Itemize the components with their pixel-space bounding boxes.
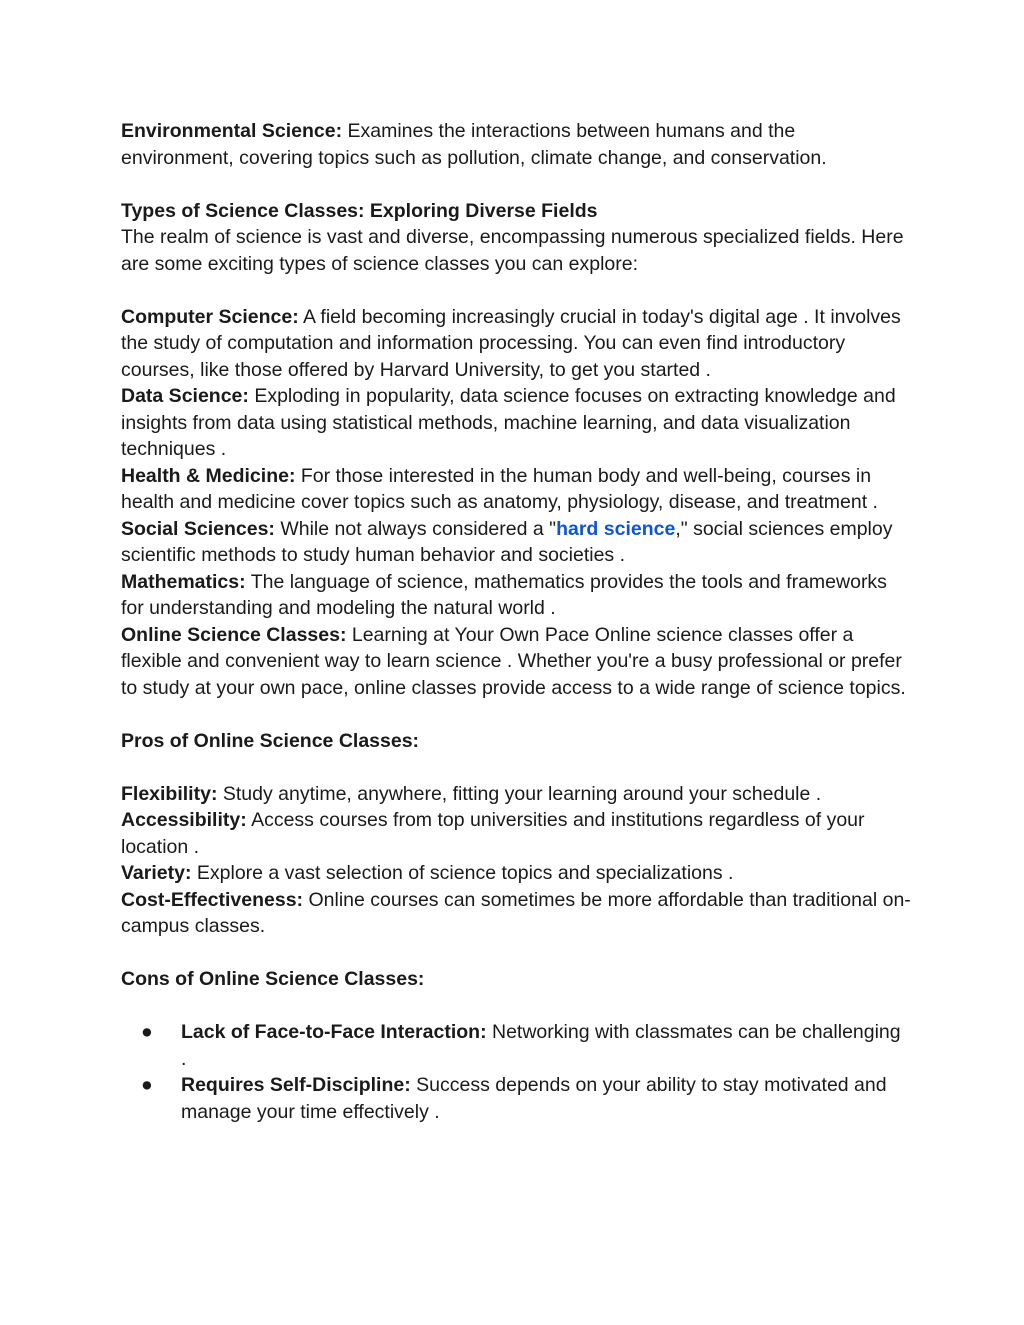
accessibility-paragraph: Accessibility: Access courses from top universities and institutions regardless of your location . (121, 809, 865, 858)
types-heading: Types of Science Classes: Exploring Diverse Fields (121, 199, 598, 222)
environmental-label: Environmental Science: (121, 120, 343, 142)
mathematics-label: Mathematics: (121, 570, 246, 593)
cons-heading: Cons of Online Science Classes: (121, 968, 425, 990)
list-item: ● Lack of Face-to-Face Interaction: Networking with classmates can be challenging . (141, 1021, 901, 1070)
cost-effectiveness-label: Cost-Effectiveness: (121, 888, 304, 911)
social-sciences-paragraph: Social Sciences: While not always considered a "hard science," social sciences employ scientific methods to study human behavior and societies . (121, 517, 893, 566)
bullet-icon: ● (141, 1021, 153, 1043)
online-classes-paragraph: Online Science Classes: Learning at Your Own Pace Online science classes offer a flexible and convenient way to learn science . Whether you're a busy professional or prefer to study at your own pace, online classes provide access to a wide range of science topics. (121, 623, 906, 699)
health-medicine-label: Health & Medicine: (121, 464, 296, 487)
cost-effectiveness-paragraph: Cost-Effectiveness: Online courses can sometimes be more affordable than traditional on-campus classes. (121, 888, 911, 937)
pros-heading: Pros of Online Science Classes: (121, 729, 420, 752)
environmental-text: Examines the interactions between humans and the environment, covering topics such as pollution, climate change, and conservation. (121, 120, 827, 169)
computer-science-label: Computer Science: (121, 305, 299, 328)
variety-label: Variety: (121, 862, 192, 884)
hard-science-link[interactable]: hard science (556, 517, 676, 540)
data-science-label: Data Science: (121, 385, 249, 407)
computer-science-paragraph: Computer Science: A field becoming increasingly crucial in today's digital age . It involves the study of computation and information processing. You can even find introductory courses, like those offered by Harvard University, to get you started . (121, 305, 901, 381)
flexibility-paragraph: Flexibility: Study anytime, anywhere, fitting your learning around your schedule . (121, 782, 822, 805)
accessibility-label: Accessibility: (121, 809, 247, 831)
variety-paragraph: Variety: Explore a vast selection of science topics and specializations . (121, 862, 734, 884)
online-classes-label: Online Science Classes: (121, 623, 347, 646)
mathematics-paragraph: Mathematics: The language of science, mathematics provides the tools and frameworks for understanding and modeling the natural world . (121, 570, 887, 619)
bullet-icon: ● (141, 1074, 153, 1096)
data-science-paragraph: Data Science: Exploding in popularity, data science focuses on extracting knowledge and insights from data using statistical methods, machine learning, and data visualization techniques . (121, 385, 896, 460)
types-intro: The realm of science is vast and diverse, encompassing numerous specialized fields. Here are some exciting types of science classes you can explore: (121, 226, 904, 275)
environmental-paragraph (121, 118, 911, 171)
document-page (121, 118, 911, 1125)
flexibility-label: Flexibility: (121, 782, 218, 805)
list-item: ● Requires Self-Discipline: Success depends on your ability to stay motivated and manage your time effectively . (141, 1074, 887, 1123)
social-sciences-label: Social Sciences: (121, 517, 275, 540)
health-medicine-paragraph: Health & Medicine: For those interested in the human body and well-being, courses in health and medicine cover topics such as anatomy, physiology, disease, and treatment . (121, 464, 878, 513)
cons-list (121, 1019, 911, 1125)
